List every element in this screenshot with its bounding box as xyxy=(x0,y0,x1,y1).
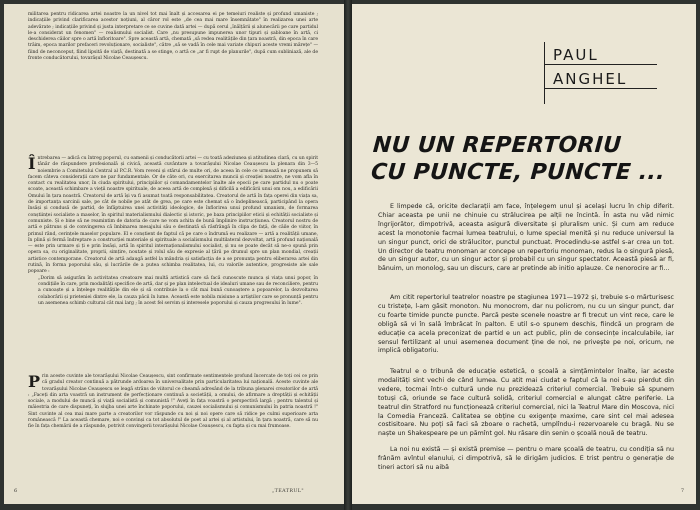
right-paragraph-3: Teatrul e o tribună de educație estetică, o școală a simțămintelor înalte, iar aceste modalități sint vechi de când lumea. Cu atit mai ciudat e faptul că la noi s-au pierdut din vedere, tocmai într-o cultură unde nu prezidează criteriul comercial. Trebuie să spunem totuși că, oriunde se face cultură solidă, criteriul comercial e alungat către periferie. La teatrul din Stratford nu funcționează criteriul comercial, nici la Teatrul Mare din Moscova, nici la Comedia Franceză. Calitatea se obține cu exigențe maxime, care sint cel mai adesea costisitoare. Nu poți să faci să zboare o rachetă, umplîndu-i rezervoarele cu bragă. Nu se naște un Shakespeare pe un pămînt gol. Nu răsare din senin o școală nouă de teatru. xyxy=(378,368,674,438)
right-paragraph-4: La noi nu există — și există premise — pentru o mare școală de teatru, cu condiția să nu frânăm avîntul elanului, ci dimpotrivă, să le dirigăm judicios. E trist pentru o generație de tineri actori să nu aibă xyxy=(378,446,674,471)
page-number-right: 7 xyxy=(680,488,684,494)
right-page xyxy=(352,4,696,504)
article-title xyxy=(370,132,674,186)
drop-cap-i: Î xyxy=(28,154,36,173)
title-line-1: NU UN REPERTORIU xyxy=(372,133,623,158)
page-number-left: 6 xyxy=(14,488,18,494)
author-block xyxy=(544,42,657,104)
left-page xyxy=(4,4,344,504)
author-last-name: ANGHEL xyxy=(553,70,628,88)
title-line-2: CU PUNCTE, PUNCTE ... xyxy=(370,160,666,185)
running-head: „TEATRUL" xyxy=(271,489,304,494)
left-bottom-block xyxy=(28,374,318,431)
left-quote: „Dorim să asigurăm în activitatea creatoare mai multă artistică care să facă cunoscute munca și viața unui popor, în condițiile în care, prin modalități specifice de artă, dar și pe plan intelectual de idealuri umane sau de reconciliere, pentru a cunoaște și a înțelege realitățile din ele și să contribuie la o cât mai bună cunoaștere a popoarelor, la dezvoltarea colaborării și prieteniei dintre ele, la cauza păcii în lume. Această este nobila misiune a artiștilor care se pronunță pentru un asemenea schimb cultural cât mai larg ; în acest fel servim și interesele poporului și cauza progresului în lume". xyxy=(38,275,318,306)
right-paragraph-1-block xyxy=(378,203,674,274)
right-paragraph-2: Am citit repertoriul teatrelor noastre pe stagiunea 1971—1972 și, trebuie s-o mărturisesc cu tristețe, l-am găsit monoton. Nu monocrom, dar nu policrom, nu cu un singur punct, dar cu foarte timide puncte puncte. Parcă peste scenele noastre ar fi trecut un vint rece, care le obligă să vi în sală îmbrăcat în palton. E util s-o spunem deschis, fiindcă un program de educație ca acela preconizat de partid e un act public, plin de consecințe incalculabile, iar sensul fertilizant al unui asemenea document ține de noi, ne privește pe noi, oricum, ne implică obligatoriu. xyxy=(378,294,674,355)
right-paragraph-3-block xyxy=(378,368,674,439)
drop-cap-p: P xyxy=(28,372,41,391)
author-first-name: PAUL xyxy=(553,46,599,64)
right-paragraph-2-block xyxy=(378,294,674,356)
left-middle-paragraph: ntrebarea — adică cu întreg poporul, cu oamenii și conducătorii artei — cu toată adeziunea și atitudinea clară, cu un spirit tânăr de răspundere profesională și civică, această cuvântare a tovarășului Nicolae Ceaușescu la plenara din 3—5 noiembrie a Comitetului Central al P.C.R. Vom reveni și stărui de multe ori, de aceea în cele ce urmează ne propunem să facem câteva considerații care ne par fundamentale. Or de câte ori, cu exercitarea muncii și creației noastre, ne vom afla în contact cu realitatea unor, în ciuda spiritului, principiilor și comandamentelor înalte ale epocii pe care partidul nu o poate scoate, această schimbare a vieții noastre spirituale, de aceea artă de complexă și dificilă a edificării unui om nou, a edificării Omului în țara noastră. Creatorul de artă își va fi asumat toată responsabilitatea. Creatorul de artă în fața operei din viața sa, de importanța sarcinii sale, pe cât de nobile pe atât de grea, pe care este chemat să o îndeplinească, participând la opera însăși și condusă de partid, de înfăptuirea unei activități ideologice, de înflorirea unui profund umanism, de formarea conștiinței socialiste a maselor, în spiritul materialismului dialectic și istoric, pe baza principiilor eticii și echității socialiste și comuniste. Și e bine să ne reamintim de datoria de care ne vom achita de bună împlinire instrucțiunea. Creatorul nostru de artă e pătruns și de convingerea că îmbinarea mesajului său e destinată să răsfrângă în clipa de față, de căile de viitor, în primul rând, cerințele maselor populare. El e conștient de faptul că pe care o îndrumă eu realizare — artă a realității umane, în plină și fermă îndreptare a construcției materiale și spirituale a socialismului multilateral dezvoltat, artă profund națională — este prin urmare și ți e prin însăși, artă în spiritul internaționalismului socialist, și nu se poate decât să ne-o spună prin opera sa, cu originalitate, proprii, simțire, noutate și rolul său de expresie al țării pe drumul spre un plan mondial, creații artistice contemporane. Creatorul de artă adaugă astfel la mândria și satisfacția de a se pronunța pentru eliberarea artei din rutină, în forma poporului său, și lucrările de a putea schimba realitatea, lui, cu valorile autentice, progresiste ale sale popoare : xyxy=(28,156,318,275)
left-top-block xyxy=(28,12,318,62)
book-gutter xyxy=(344,0,352,510)
author-rule-bottom xyxy=(545,88,657,89)
left-bottom-paragraph: rin aceste cuvinte ale tovarășului Nicolae Ceaușescu, sint confirmate sentimentele profund încercate de toți cei ce prin că gradul creator continuă a pătrunde ardoarea în universalitate prin particularitatea lui națională. Aceste cuvinte ale tovarășului Nicolae Ceaușescu se leagă strâns de viitorul ce cheamă adresând de la tribuna plenarei creatorilor de artă : „Faceți din arta voastră un instrument de perfecționare continuă a societății, a omului, de afirmare a dreptății și echității sociale, a modului de muncă și viață socialistă și comunistă !" Aveți în fața voastră o perspectivă largă ; pentru talentul și măiestria de care dispuneți, în slujba unei arte închinate poporului, cauzei socialismului și comunismului în patria noastră !" Sint cuvinte al cea mai mare parte a creatorilor vor răspunde cu noi și noi opere care să ridice pe culmi superioare arta românească !" La această chemare, noi e convinși ca tot absolutul de poet al artei și al artistului, în țara noastră, care să nu fie în fața chemării de a răspunde, potrivit convingerii tovarășului Nicolae Ceaușescu, cu fapta și cu mai frumoase. xyxy=(28,374,318,430)
left-top-paragraph: militarea pentru ridicarea artei noastre la un nivel tot mai înalt și accesarea ei pe temeiuri realiste și profund umaniste ; indicațiile privind clarificarea acestor noțiuni, al căror rol este „de cea mai mare însemnătate" în realizarea unei arte adevărate ; indicațiile privind și justa interpretare ce se cuvine dată artei — după cerul „înălțării și alunecării pe care partidul le-a considerat un fenomen" — realismului socialist. Care „nu presupune impunerea unor tipuri și șabloane în artă, ci deschiderea căilor spre o artă înfloritoare". Spre această artă, chemată „să redea realitățile din țara noastră, din epoca în care trăim, epoca marilor prefaceri revoluționare, socialiste", către „să se vadă în cele mai variate chipuri aceste vremi mărețe" — fiind de neconceput, fiind lipsită de viață, destinată a se stinge, o artă ce „ar fi rupt de planurile", după cum subliniază, ale de fronte conducătorului, tovarășul Nicolae Ceaușescu. xyxy=(28,12,318,62)
author-rule-top xyxy=(545,64,657,65)
right-paragraph-1: E limpede că, oricite declarații am face, înțelegem unul și același lucru în chip diferit. Chiar aceasta pe unii ne chinuie cu strălucirea pe alții ne încintă. În asta nu văd nimic îngrijorător, dimpotrivă, aceasta asigură diversitate și pluralism unic. Și cum am reduce acest la monotonie facmai lumea teatrului, o lume special menită și nu reduce universul la un singur punct, orici de strălucitor, punctul punctuat. Procedindu-se astfel s-ar crea un tot. Un director de teatru monoman ar concepe un repertoriu monoman, redus la o singură piesă, de un singur autor, cu un singur actor și probabil cu un singur spectator. Această piesă ar fi, bănuim, un monolog, sau un discurs, care ar pretinde ab initio aplauze. Ce nenorocire ar fi... xyxy=(378,203,674,273)
right-paragraph-4-block xyxy=(378,446,674,473)
left-middle-block xyxy=(28,156,318,307)
